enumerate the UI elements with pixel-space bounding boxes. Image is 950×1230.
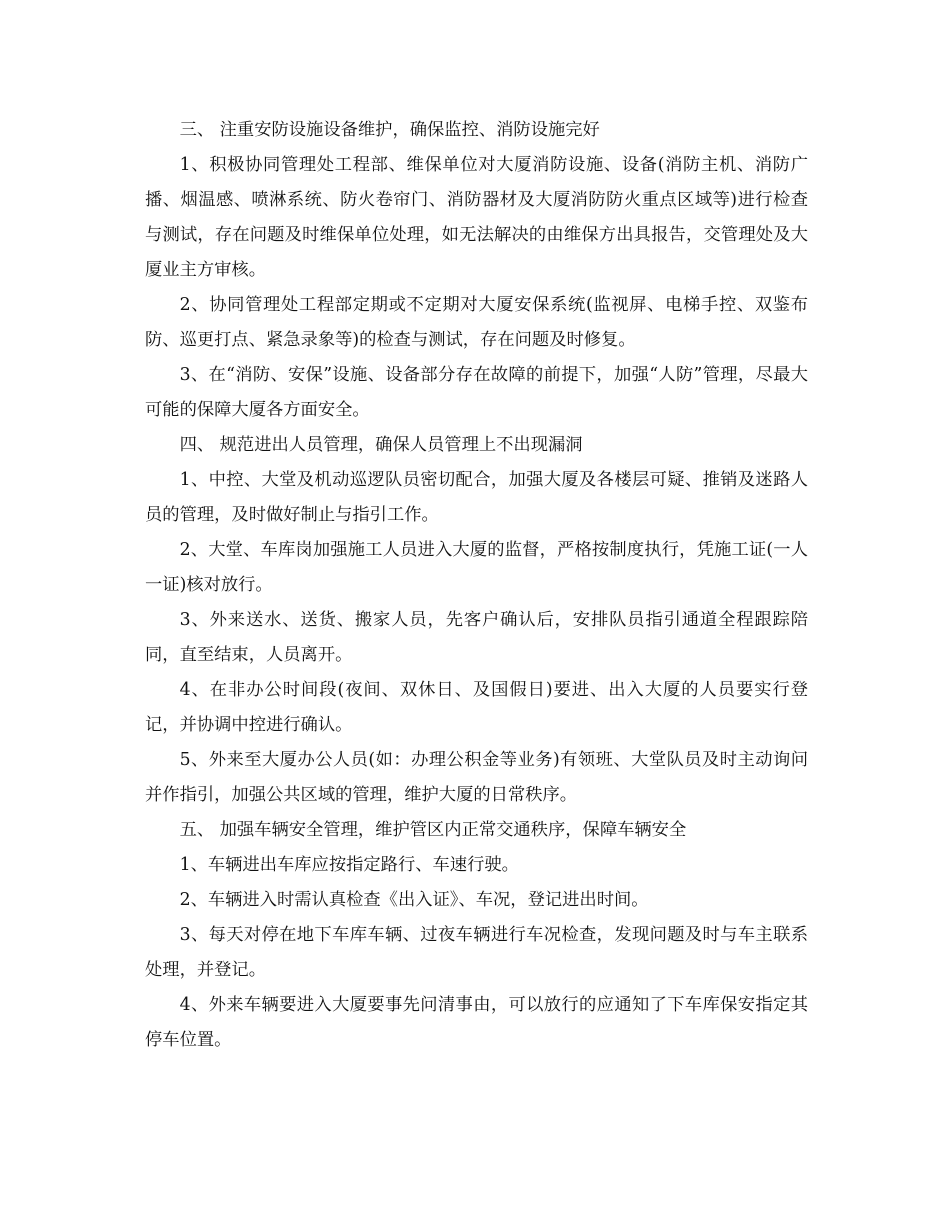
section-heading-4: 四、 规范进出人员管理，确保人员管理上不出现漏洞: [179, 435, 583, 455]
paragraph-3-2: 2、协同管理处工程部定期或不定期对大厦安保系统(监视屏、电梯手控、双鉴布防、巡更打点、紧急录象等)的检查与测试，存在问题及时修复。: [145, 295, 808, 350]
paragraph-4-3: 3、外来送水、送货、搬家人员，先客户确认后，安排队员指引通道全程跟踪陪同，直至结束，人员离开。: [145, 610, 808, 665]
paragraph-5-2: 2、车辆进入时需认真检查《出入证》、车况，登记进出时间。: [179, 890, 649, 910]
paragraph-5-3: 3、每天对停在地下车库车辆、过夜车辆进行车况检查，发现问题及时与车主联系处理，并登记。: [145, 925, 808, 980]
section-heading-5: 五、 加强车辆安全管理，维护管区内正常交通秩序，保障车辆安全: [179, 820, 687, 840]
document-body: [145, 113, 808, 1058]
paragraph-3-1: 1、积极协同管理处工程部、维保单位对大厦消防设施、设备(消防主机、消防广播、烟温感、喷淋系统、防火卷帘门、消防器材及大厦消防防火重点区域等)进行检查与测试，存在问题及时维保单位处理，如无法解决的由维保方出具报告，交管理处及大厦业主方审核。: [145, 155, 808, 280]
paragraph-4-2: 2、大堂、车库岗加强施工人员进入大厦的监督，严格按制度执行，凭施工证(一人一证)核对放行。: [145, 540, 808, 595]
paragraph-4-4: 4、在非办公时间段(夜间、双休日、及国假日)要进、出入大厦的人员要实行登记，并协调中控进行确认。: [145, 680, 808, 735]
paragraph-4-5: 5、外来至大厦办公人员(如：办理公积金等业务)有领班、大堂队员及时主动询问并作指引，加强公共区域的管理，维护大厦的日常秩序。: [145, 750, 808, 805]
paragraph-5-1: 1、车辆进出车库应按指定路行、车速行驶。: [179, 855, 519, 875]
paragraph-4-1: 1、中控、大堂及机动巡逻队员密切配合，加强大厦及各楼层可疑、推销及迷路人员的管理，及时做好制止与指引工作。: [145, 470, 808, 525]
paragraph-3-3: 3、在“消防、安保”设施、设备部分存在故障的前提下，加强“人防”管理，尽最大可能的保障大厦各方面安全。: [145, 365, 808, 420]
paragraph-5-4: 4、外来车辆要进入大厦要事先问清事由，可以放行的应通知了下车库保安指定其停车位置。: [145, 995, 808, 1050]
section-heading-3: 三、 注重安防设施设备维护，确保监控、消防设施完好: [179, 120, 600, 140]
